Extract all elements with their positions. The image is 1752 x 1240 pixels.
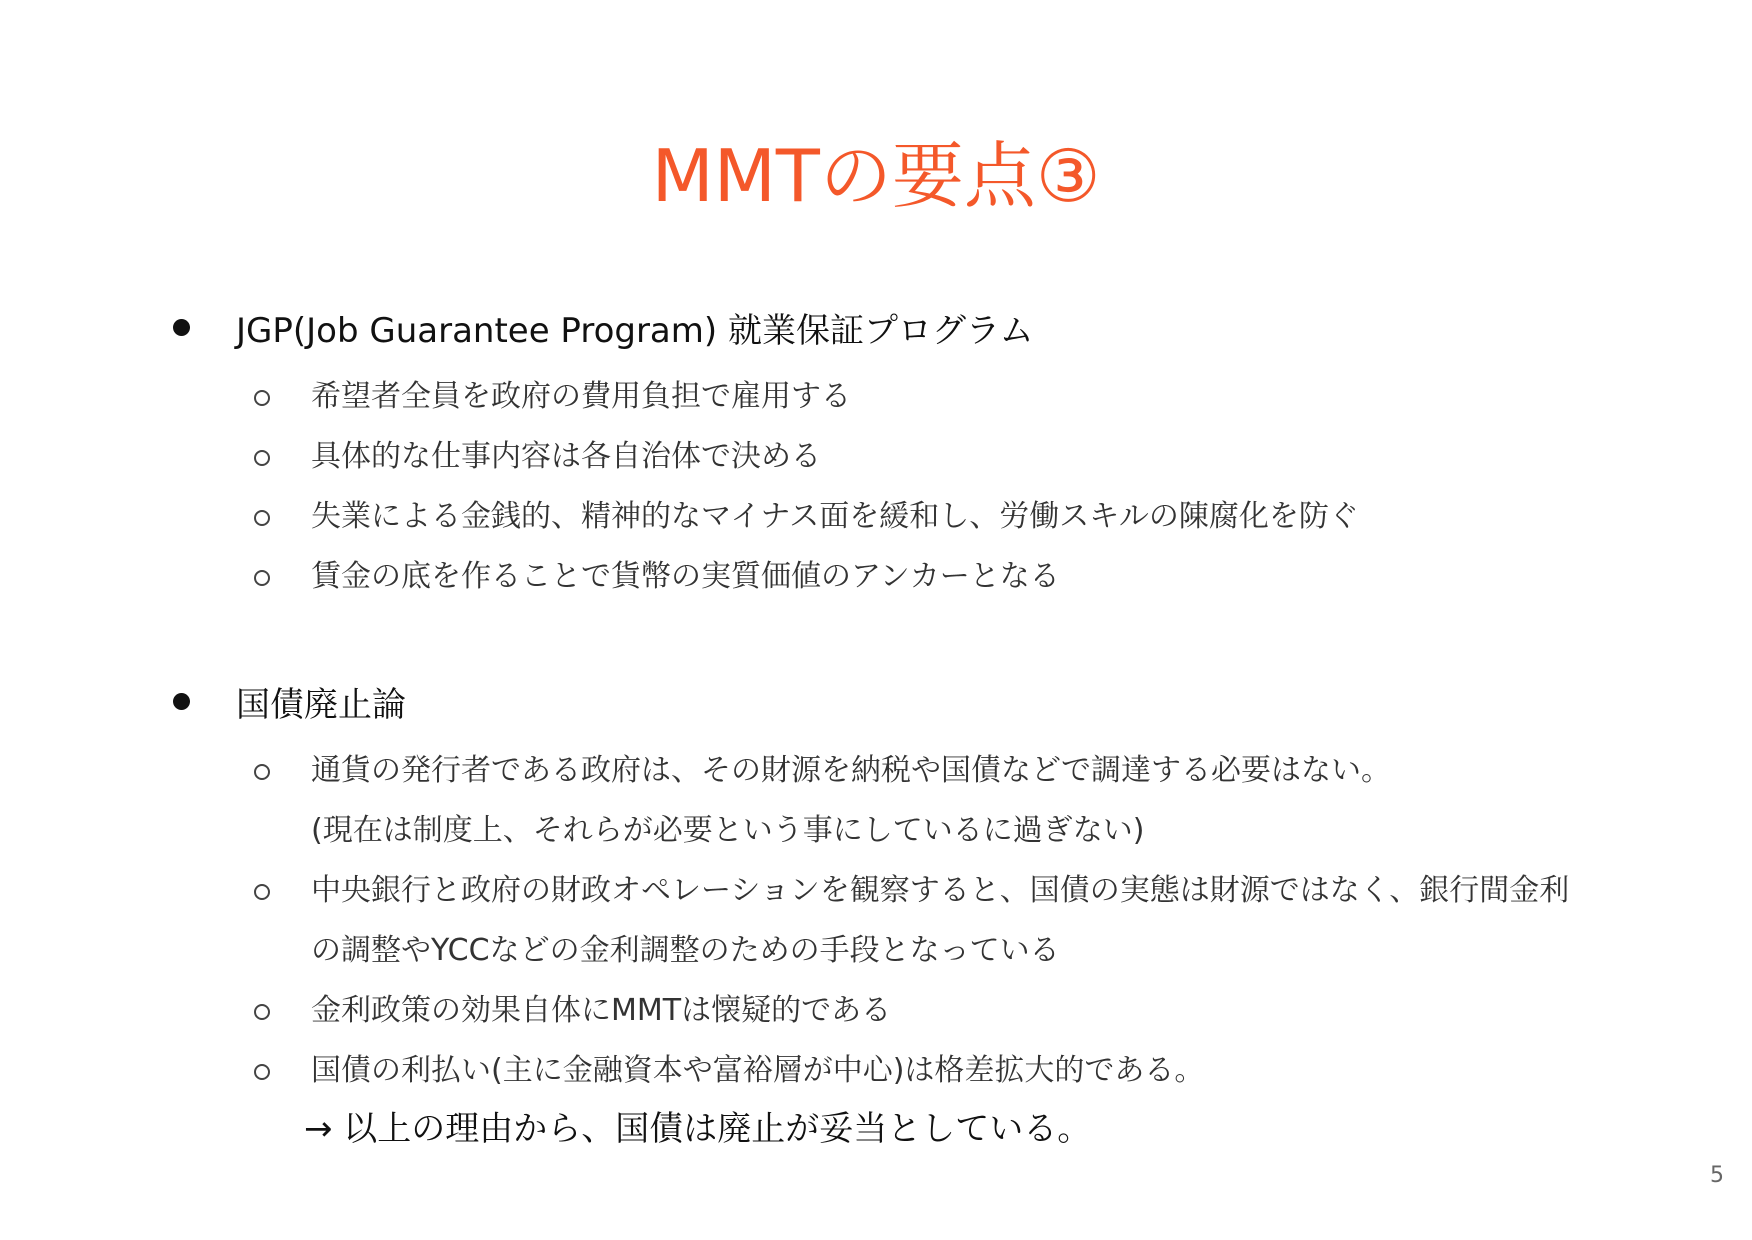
slide-title: MMTの要点③ <box>651 134 1101 218</box>
hollow-bullet-icon <box>254 1004 270 1020</box>
bullet-heading <box>170 661 1650 741</box>
list-item <box>170 487 1650 547</box>
hollow-bullet-icon <box>254 764 270 780</box>
page-number: 5 <box>1710 1163 1724 1188</box>
list-item <box>170 861 1650 981</box>
item-text: 賃金の底を作ることで貨幣の実質価値のアンカーとなる <box>311 559 1060 594</box>
item-text-continued: の調整やYCCなどの金利調整のための手段となっている <box>311 933 1060 968</box>
item-text: 希望者全員を政府の費用負担で雇用する <box>311 379 851 414</box>
heading-text: JGP(Job Guarantee Program) 就業保証プログラム <box>236 310 1034 351</box>
list-item <box>170 547 1650 607</box>
list-item <box>170 741 1650 861</box>
list-item <box>170 367 1650 427</box>
hollow-bullet-icon <box>254 390 270 406</box>
list-item <box>170 427 1650 487</box>
item-text: 通貨の発行者である政府は、その財源を納税や国債などで調達する必要はない。 <box>311 753 1391 788</box>
hollow-bullet-icon <box>254 884 270 900</box>
item-text: 金利政策の効果自体にMMTは懐疑的である <box>311 993 892 1028</box>
item-text: 国債の利払い(主に金融資本や富裕層が中心)は格差拡大的である。 <box>311 1053 1205 1088</box>
conclusion-text: → 以上の理由から、国債は廃止が妥当としている。 <box>304 1109 1092 1149</box>
bullet-heading <box>170 287 1650 367</box>
hollow-bullet-icon <box>254 1064 270 1080</box>
list-item <box>170 981 1650 1041</box>
item-text: 失業による金銭的、精神的なマイナス面を緩和し、労働スキルの陳腐化を防ぐ <box>311 499 1359 534</box>
heading-text: 国債廃止論 <box>236 684 406 725</box>
list-item <box>170 1041 1650 1101</box>
filled-bullet-icon <box>173 319 190 336</box>
section-bond-abolition <box>170 661 1650 1101</box>
item-text-continued: (現在は制度上、それらが必要という事にしているに過ぎない) <box>311 813 1145 848</box>
hollow-bullet-icon <box>254 570 270 586</box>
hollow-bullet-icon <box>254 450 270 466</box>
item-text: 具体的な仕事内容は各自治体で決める <box>311 439 821 474</box>
hollow-bullet-icon <box>254 510 270 526</box>
item-text: 中央銀行と政府の財政オペレーションを観察すると、国債の実態は財源ではなく、銀行間金利 <box>311 873 1570 908</box>
section-jgp <box>170 287 1650 607</box>
filled-bullet-icon <box>173 693 190 710</box>
